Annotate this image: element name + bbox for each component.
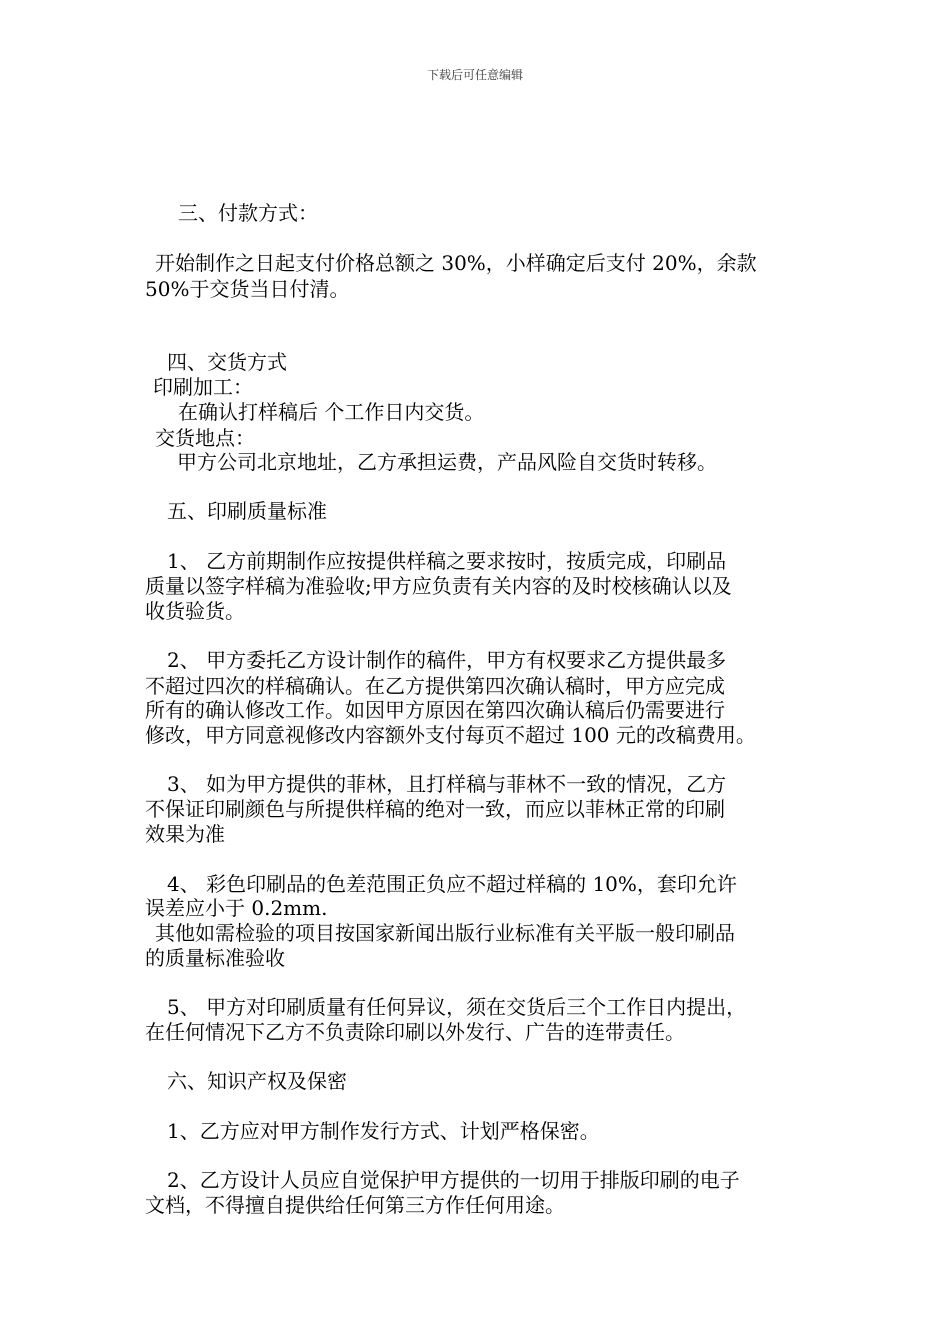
s5-item4-line-2: 误差应小于 0.2mm. — [145, 896, 328, 920]
s5-item3-line-2: 不保证印刷颜色与所提供样稿的绝对一致，而应以菲林正常的印刷 — [145, 797, 725, 821]
s5-item1-line-1: 1、 乙方前期制作应按提供样稿之要求按时，按质完成，印刷品 — [167, 549, 727, 573]
payment-text-line-2: 50%于交货当日付清。 — [145, 277, 350, 301]
section-4-heading: 四、交货方式 — [167, 350, 287, 374]
header-watermark: 下载后可任意编辑 — [426, 68, 523, 82]
s5-item4-line-1: 4、 彩色印刷品的色差范围正负应不超过样稿的 10%，套印允许 — [167, 872, 737, 896]
place-text: 甲方公司北京地址，乙方承担运费，产品风险自交货时转移。 — [177, 450, 717, 474]
s6-item2-line-1: 2、乙方设计人员应自觉保护甲方提供的一切用于排版印刷的电子 — [167, 1168, 740, 1192]
s5-item2-line-3: 所有的确认修改工作。如因甲方原因在第四次确认稿后仍需要进行 — [145, 698, 725, 722]
place-label: 交货地点： — [155, 426, 255, 450]
s5-item4-line-3: 其他如需检验的项目按国家新闻出版行业标准有关平版一般印刷品 — [155, 921, 735, 945]
s5-item2-line-2: 不超过四次的样稿确认。在乙方提供第四次确认稿时，甲方应完成 — [145, 674, 725, 698]
s5-item1-line-2: 质量以签字样稿为准验收;甲方应负责有关内容的及时校核确认以及 — [145, 574, 732, 598]
s5-item3-line-1: 3、 如为甲方提供的菲林，且打样稿与菲林不一致的情况，乙方 — [167, 772, 727, 796]
payment-text-line-1: 开始制作之日起支付价格总额之 30%，小样确定后支付 20%，余款 — [155, 251, 757, 275]
s5-item5-line-1: 5、 甲方对印刷质量有任何异议，须在交货后三个工作日内提出， — [167, 995, 747, 1019]
s6-item2-line-2: 文档，不得擅自提供给任何第三方作任何用途。 — [145, 1193, 565, 1217]
s5-item4-line-4: 的质量标准验收 — [145, 946, 285, 970]
print-label: 印刷加工： — [153, 375, 253, 399]
s5-item2-line-4: 修改，甲方同意视修改内容额外支付每页不超过 100 元的改稿费用。 — [145, 723, 756, 747]
s6-item1: 1、乙方应对甲方制作发行方式、计划严格保密。 — [167, 1119, 600, 1143]
s5-item1-line-3: 收货验货。 — [145, 599, 245, 623]
section-5-heading: 五、印刷质量标准 — [167, 499, 327, 523]
print-text: 在确认打样稿后 个工作日内交货。 — [178, 400, 485, 424]
s5-item5-line-2: 在任何情况下乙方不负责除印刷以外发行、广告的连带责任。 — [145, 1020, 685, 1044]
section-6-heading: 六、知识产权及保密 — [167, 1069, 347, 1093]
s5-item2-line-1: 2、 甲方委托乙方设计制作的稿件，甲方有权要求乙方提供最多 — [167, 648, 727, 672]
section-3-heading: 三、付款方式： — [178, 201, 318, 225]
s5-item3-line-3: 效果为准 — [145, 822, 225, 846]
